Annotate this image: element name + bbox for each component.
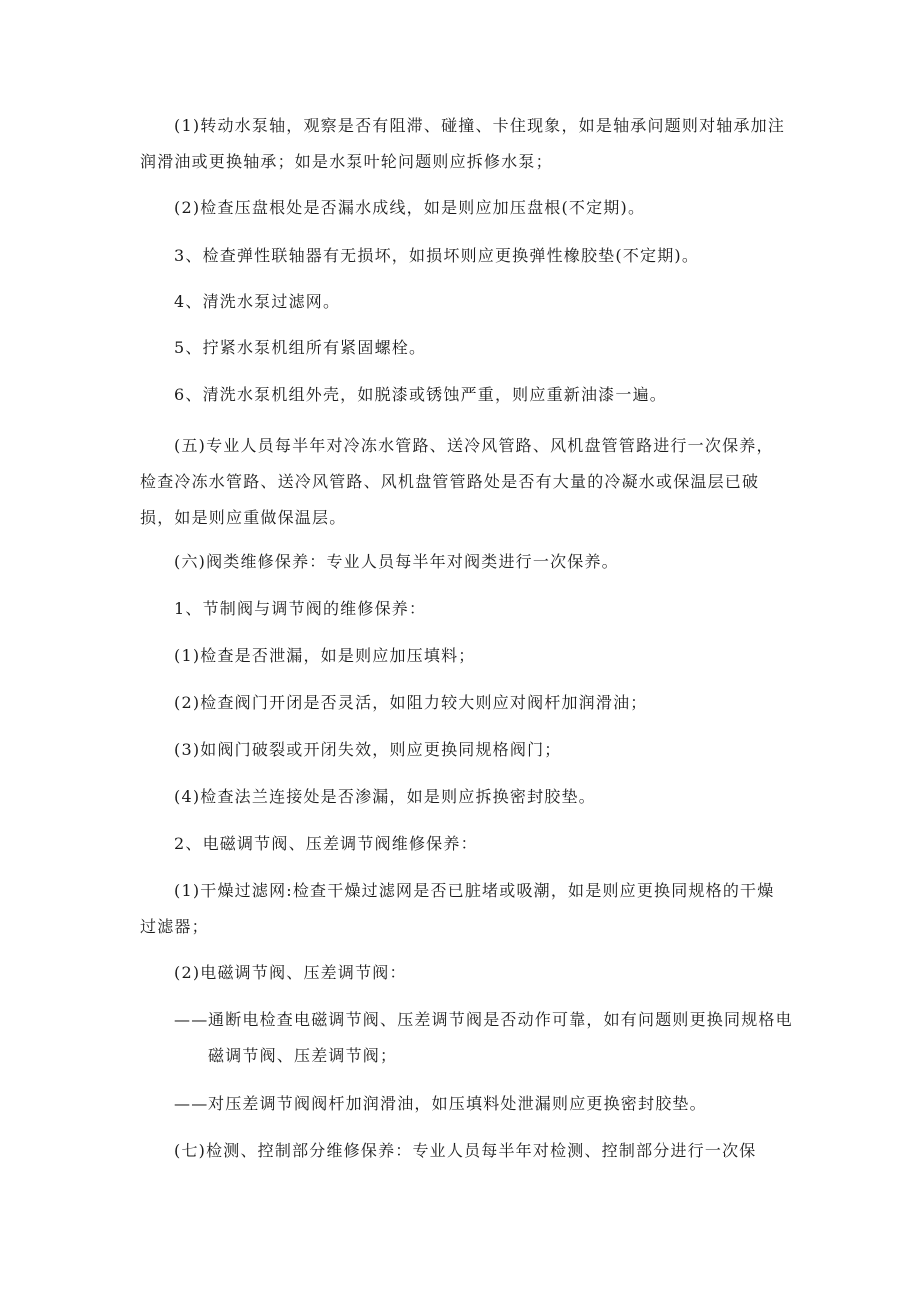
dash-text: 对压差调节阀阀杆加润滑油，如压填料处泄漏则应更换密封胶垫。 bbox=[208, 1094, 707, 1113]
paragraph-flange: (4)检查法兰连接处是否渗漏，如是则应拆换密封胶垫。 bbox=[174, 787, 596, 806]
paragraph-section-seven: (七)检测、控制部分维修保养：专业人员每半年对检测、控制部分进行一次保 bbox=[174, 1141, 757, 1160]
dash-mark: —— bbox=[174, 1010, 209, 1029]
dash-text-continued: 磁调节阀、压差调节阀； bbox=[208, 1046, 398, 1065]
dash-mark: —— bbox=[174, 1094, 209, 1113]
paragraph-filter: 4、清洗水泵过滤网。 bbox=[174, 292, 341, 311]
paragraph-section-five: (五)专业人员每半年对冷冻水管路、送冷风管路、风机盘管管路进行一次保养，检查冷冻水管路、送冷风管路、风机盘管管路处是否有大量的冷凝水或保温层已破损，如是则应重做保温层。 bbox=[140, 436, 774, 527]
paragraph-packing: (2)检查压盘根处是否漏水成线，如是则应加压盘根(不定期)。 bbox=[174, 198, 646, 217]
dash-item-power-check bbox=[174, 1002, 794, 1074]
paragraph-solenoid-valve: 2、电磁调节阀、压差调节阀维修保养： bbox=[174, 834, 478, 853]
paragraph-valve-maintenance: 1、节制阀与调节阀的维修保养： bbox=[174, 599, 427, 618]
paragraph-coupling: 3、检查弹性联轴器有无损坏，如损坏则应更换弹性橡胶垫(不定期)。 bbox=[174, 246, 700, 265]
paragraph-pump-shaft: (1)转动水泵轴，观察是否有阻滞、碰撞、卡住现象，如是轴承问题则对轴承加注润滑油或更换轴承；如是水泵叶轮问题则应拆修水泵； bbox=[140, 116, 786, 171]
paragraph-leak-check: (1)检查是否泄漏，如是则应加压填料； bbox=[174, 646, 476, 665]
paragraph-bolts: 5、拧紧水泵机组所有紧固螺栓。 bbox=[174, 338, 427, 357]
paragraph-valve-operation: (2)检查阀门开闭是否灵活，如阻力较大则应对阀杆加润滑油； bbox=[174, 693, 648, 712]
paragraph-dryer-filter: (1)干燥过滤网:检查干燥过滤网是否已脏堵或吸潮，如是则应更换同规格的干燥过滤器； bbox=[140, 881, 775, 936]
paragraph-solenoid-diff: (2)电磁调节阀、压差调节阀： bbox=[174, 963, 407, 982]
paragraph-valve-replace: (3)如阀门破裂或开闭失效，则应更换同规格阀门； bbox=[174, 740, 562, 759]
dash-text: 通断电检查电磁调节阀、压差调节阀是否动作可靠，如有问题则更换同规格电 bbox=[208, 1010, 793, 1029]
paragraph-casing: 6、清洗水泵机组外壳，如脱漆或锈蚀严重，则应重新油漆一遍。 bbox=[174, 385, 667, 404]
dash-item-lubricate bbox=[174, 1086, 794, 1122]
paragraph-section-six: (六)阀类维修保养：专业人员每半年对阀类进行一次保养。 bbox=[174, 552, 619, 571]
